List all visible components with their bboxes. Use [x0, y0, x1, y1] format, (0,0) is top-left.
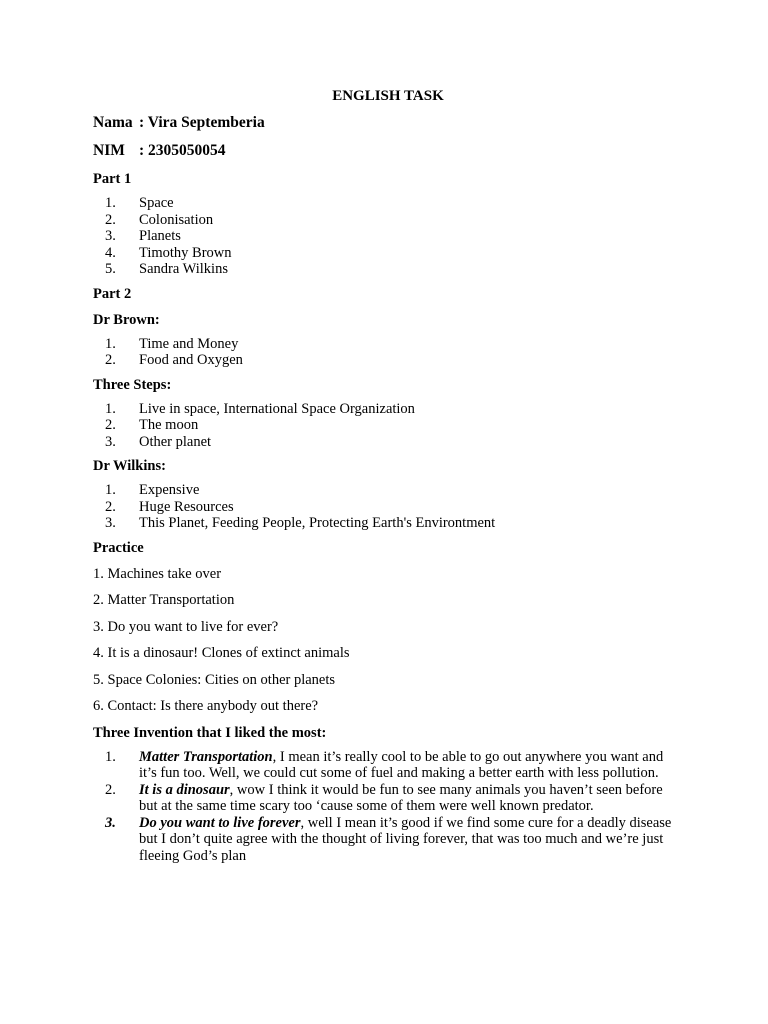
nim-label: NIM	[93, 142, 125, 159]
practice-heading: Practice	[93, 539, 144, 556]
name-label: Nama	[93, 114, 133, 131]
part1-heading: Part 1	[93, 171, 132, 187]
list-item: 1. Time and Money	[105, 335, 239, 352]
name-field	[93, 113, 683, 133]
list-item: 3. This Planet, Feeding People, Protecting Earth's Environtment	[105, 515, 496, 531]
dr-brown-list	[93, 336, 683, 369]
invention-text: , well I mean it’s good if we find some cure for a deadly disease but I don’t quite agree with the thought of living forever, that was too much and we’re just fleeing God’s plan	[139, 814, 672, 864]
practice-item: 4. It is a dinosaur! Clones of extinct animals	[93, 645, 350, 661]
list-item: 2. The moon	[105, 417, 199, 433]
invention-text: , wow I think it would be fun to see many animals you haven’t seen before but at the same time scary too ‘cause some of them were well known predator.	[139, 781, 663, 814]
name-value: : Vira Septemberia	[139, 114, 265, 131]
three-steps-heading: Three Steps:	[93, 376, 172, 393]
list-item: 1. Matter Transportation, I mean it’s really cool to be able to go out anywhere you want and it’s fun too. Well, we could cut some of fuel and making a better earth with less pollution.	[105, 748, 664, 781]
practice-item: 3. Do you want to live for ever?	[93, 618, 279, 635]
practice-item: 2. Matter Transportation	[93, 592, 235, 608]
document-title: ENGLISH TASK	[332, 88, 444, 104]
dr-brown-heading: Dr Brown:	[93, 311, 160, 328]
list-item: 1. Space	[105, 195, 174, 211]
invention-title: Do you want to live forever	[139, 814, 301, 831]
nim-value: : 2305050054	[139, 142, 226, 159]
invention-title: Matter Transportation	[139, 748, 273, 765]
inventions-list	[93, 749, 683, 865]
part1-list	[93, 195, 683, 278]
dr-wilkins-list	[93, 482, 683, 532]
list-item: 2. It is a dinosaur, wow I think it would be fun to see many animals you haven’t seen before but at the same time scary too ‘cause some of them were well known predator.	[105, 781, 663, 814]
list-item: 3. Other planet	[105, 433, 212, 450]
list-item: 3. Do you want to live forever, well I mean it’s good if we find some cure for a deadly disease but I don’t quite agree with the thought of living forever, that was too much and we’re just fleeing God’s plan	[105, 814, 672, 864]
list-item: 3. Planets	[105, 228, 181, 244]
list-item: 5. Sandra Wilkins	[105, 261, 228, 277]
nim-field	[93, 141, 683, 161]
list-item: 2. Food and Oxygen	[105, 352, 243, 368]
list-item: 1. Live in space, International Space Organization	[105, 400, 415, 417]
invention-text: , I mean it’s really cool to be able to go out anywhere you want and it’s fun too. Well, we could cut some of fuel and making a better earth with less pollution.	[139, 748, 664, 781]
list-item: 1. Expensive	[105, 482, 200, 498]
list-item: 4. Timothy Brown	[105, 244, 232, 261]
practice-item: 1. Machines take over	[93, 565, 222, 582]
dr-wilkins-heading: Dr Wilkins:	[93, 458, 166, 474]
invention-title: It is a dinosaur	[139, 781, 230, 798]
practice-item: 5. Space Colonies: Cities on other planets	[93, 671, 336, 688]
practice-item: 6. Contact: Is there anybody out there?	[93, 698, 319, 714]
part2-heading: Part 2	[93, 285, 132, 302]
list-item: 2. Huge Resources	[105, 498, 234, 515]
document-page	[93, 86, 683, 870]
three-steps-list	[93, 401, 683, 451]
inventions-heading: Three Invention that I liked the most:	[93, 724, 327, 741]
list-item: 2. Colonisation	[105, 211, 214, 228]
